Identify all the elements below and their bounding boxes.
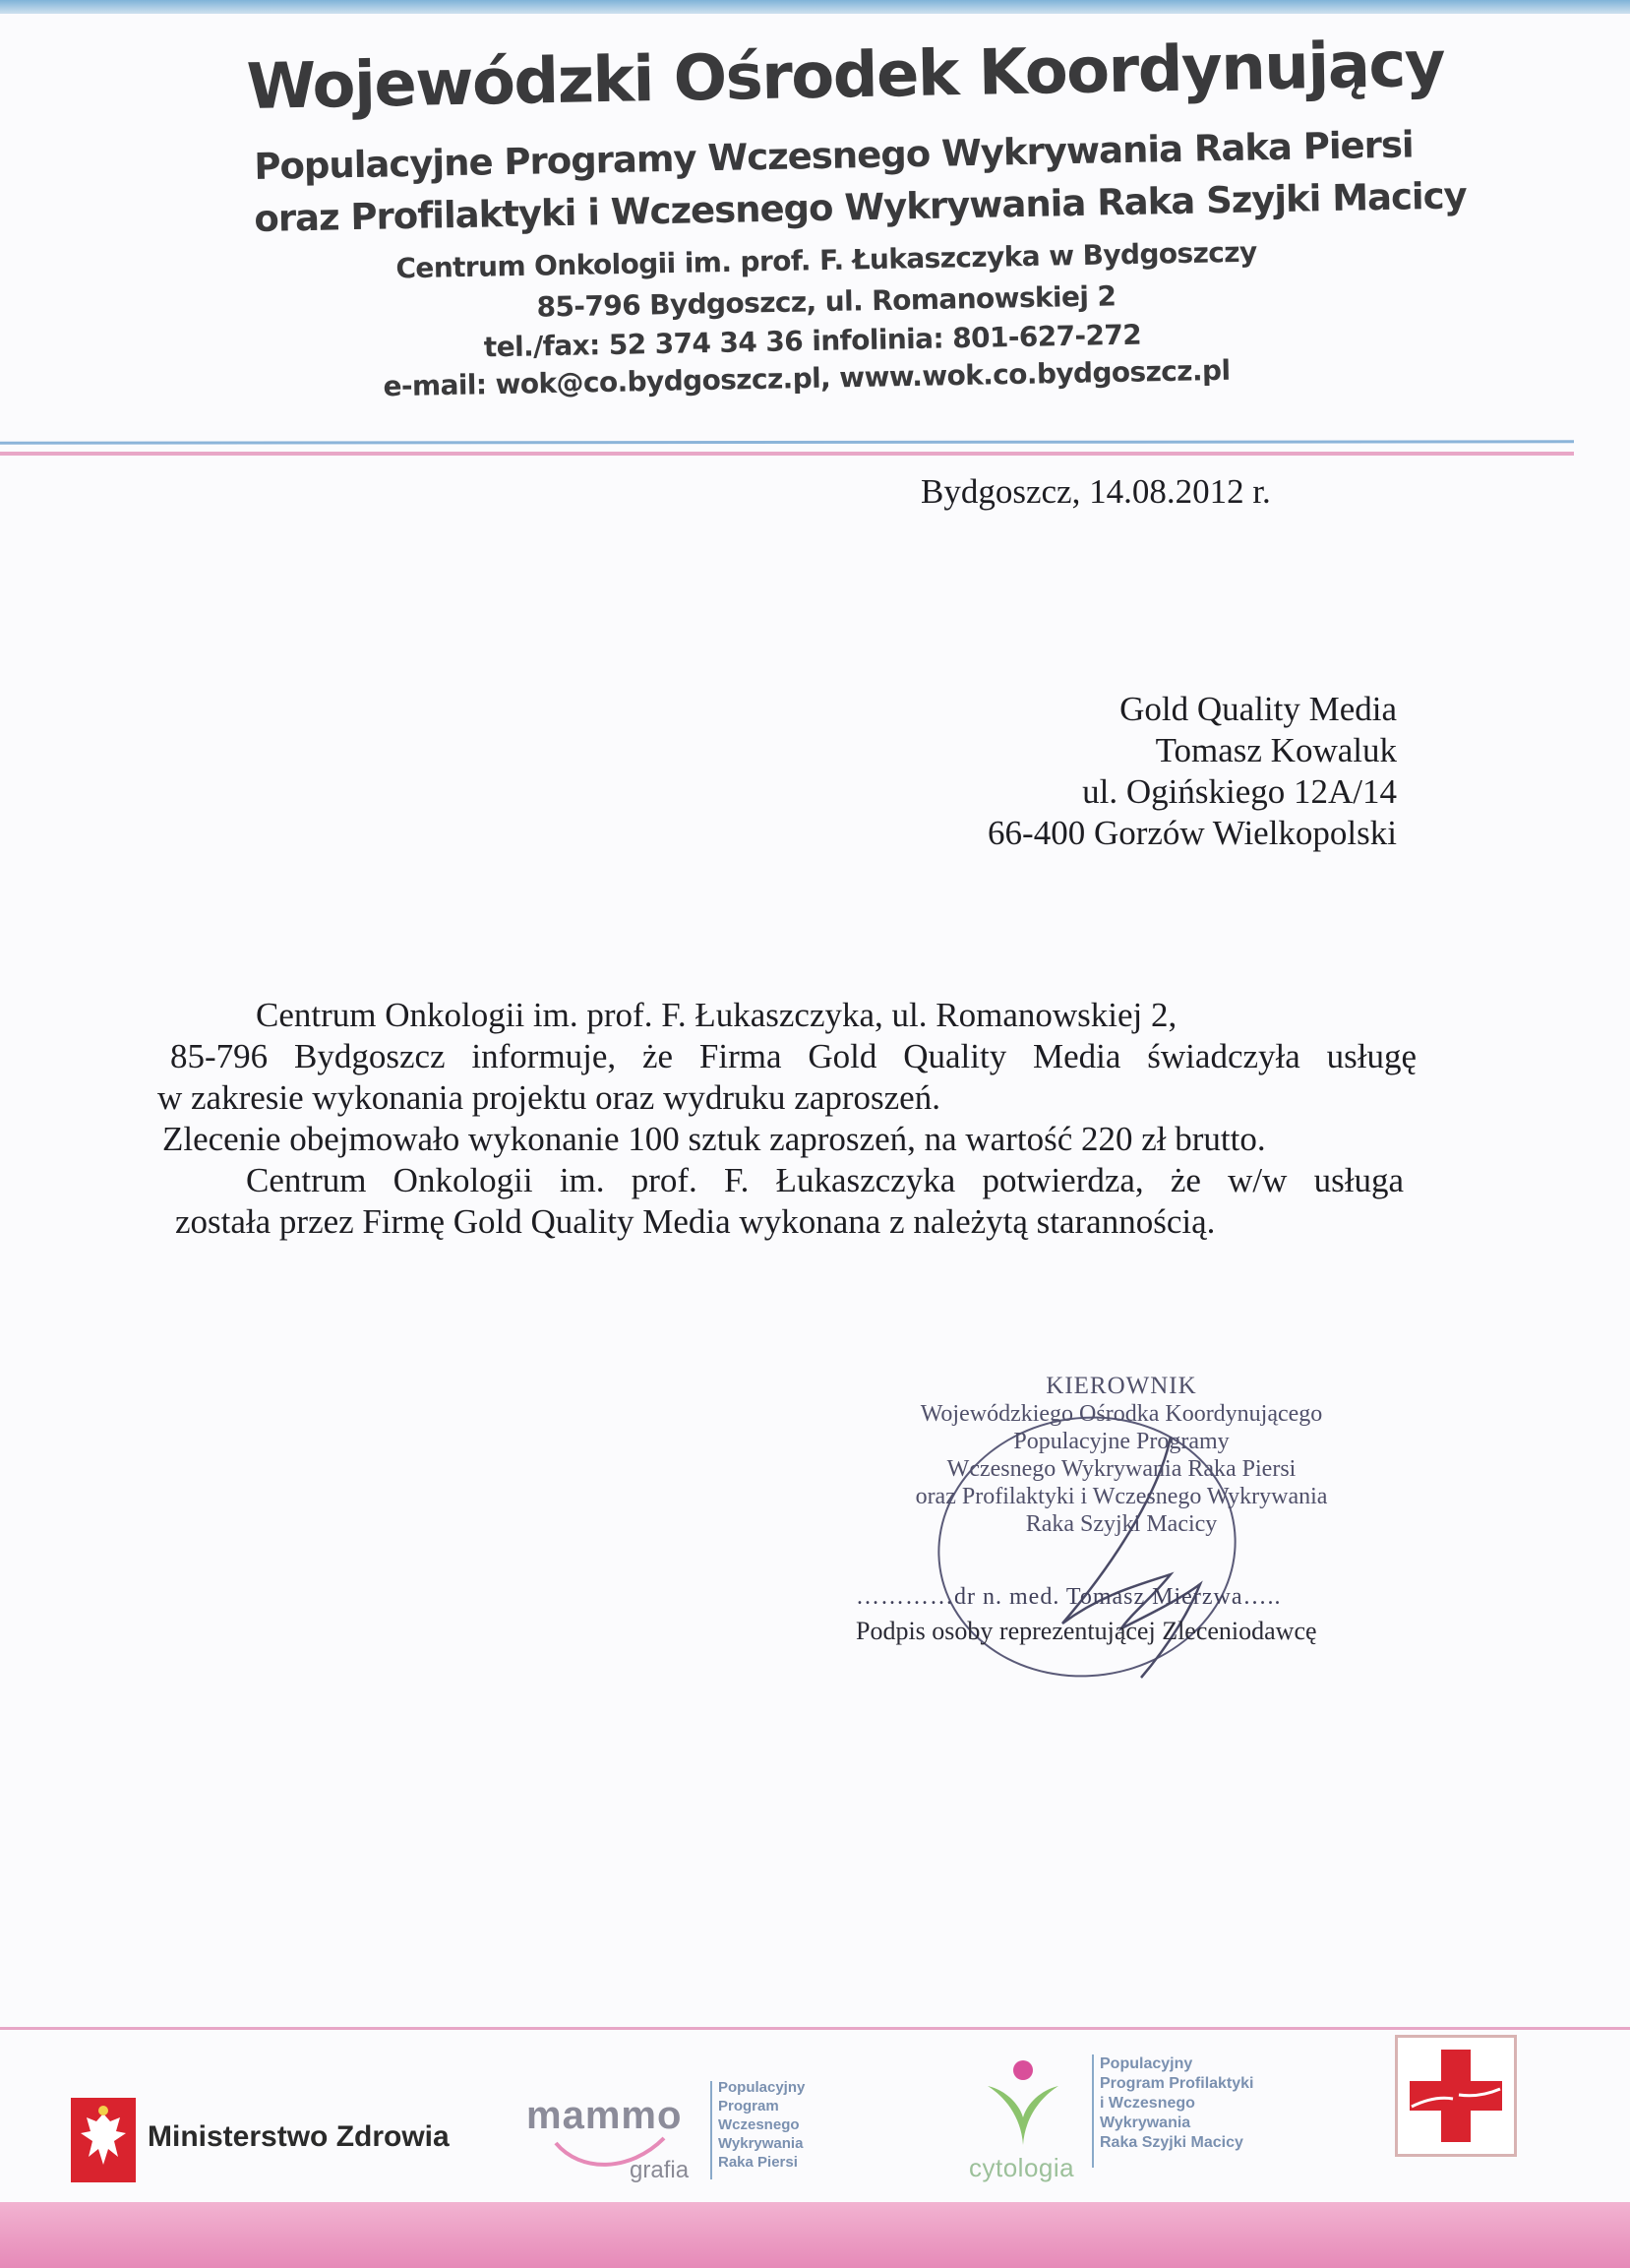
program-line: Raka Piersi	[718, 2154, 798, 2171]
body-line: Zlecenie obejmowało wykonanie 100 sztuk zaproszeń, na wartość 220 zł brutto.	[162, 1120, 1266, 1158]
cytologia-logo-word: cytologia	[969, 2153, 1075, 2182]
cytologia-divider	[1092, 2054, 1094, 2168]
recipient-line: Tomasz Kowaluk	[1155, 731, 1397, 769]
body-line: 85-796 Bydgoszcz informuje, że Firma Gold Quality Media świadczyła usługę	[170, 1037, 1417, 1075]
mammografia-divider	[710, 2081, 712, 2179]
polish-eagle-icon	[69, 2096, 138, 2184]
program-line: Program Profilaktyki	[1100, 2075, 1254, 2092]
recipient-line: 66-400 Gorzów Wielkopolski	[988, 814, 1397, 852]
letterhead-address: 85-796 Bydgoszcz, ul. Romanowskiej 2	[536, 279, 1117, 324]
body-line: w zakresie wykonania projektu oraz wydruku zaproszeń.	[157, 1078, 940, 1117]
program-line: Program	[718, 2098, 779, 2115]
letterhead-subtitle-1: Populacyjne Programy Wczesnego Wykrywania Raka Piersi	[254, 123, 1415, 188]
recipient-block	[787, 689, 1397, 854]
stamp-line: KIEROWNIK	[1046, 1373, 1197, 1399]
red-cross-icon	[1398, 2038, 1514, 2154]
ministry-label: Ministerstwo Zdrowia	[148, 2120, 450, 2153]
signature-caption: Podpis osoby reprezentującej Zleceniodawcę	[856, 1617, 1317, 1645]
red-cross-logo	[1395, 2035, 1517, 2157]
program-line: Wykrywania	[1100, 2115, 1191, 2131]
cytologia-flower-icon	[984, 2056, 1062, 2150]
program-line: Wczesnego	[718, 2116, 800, 2133]
stamp-line: Populacyjne Programy	[1013, 1429, 1230, 1454]
program-line: Wykrywania	[718, 2135, 804, 2152]
program-line: i Wczesnego	[1100, 2095, 1195, 2112]
letterhead-contact: e-mail: wok@co.bydgoszcz.pl, www.wok.co.bydgoszcz.pl	[383, 353, 1231, 403]
letterhead-institution: Centrum Onkologii im. prof. F. Łukaszczyka w Bydgoszczy	[395, 235, 1257, 285]
recipient-line: Gold Quality Media	[1119, 690, 1397, 728]
body-line: została przez Firmę Gold Quality Media wykonana z należytą starannością.	[175, 1202, 1216, 1241]
signer-name: …………dr n. med. Tomasz Mierzwa…..	[856, 1584, 1282, 1610]
stamp-line: oraz Profilaktyki i Wczesnego Wykrywania	[915, 1484, 1328, 1509]
body-line: Centrum Onkologii im. prof. F. Łukaszczyka, ul. Romanowskiej 2,	[256, 996, 1177, 1034]
letterhead-title: Wojewódzki Ośrodek Koordynujący	[246, 28, 1445, 124]
recipient-line: ul. Ogińskiego 12A/14	[1082, 772, 1397, 811]
header-divider-blue	[0, 440, 1574, 444]
stamp-line: Wojewódzkiego Ośrodka Koordynującego	[920, 1401, 1323, 1427]
letterhead-subtitle-2: oraz Profilaktyki i Wczesnego Wykrywania Raka Szyjki Macicy	[254, 174, 1468, 240]
mammografia-program-text	[718, 2078, 805, 2172]
letter-date: Bydgoszcz, 14.08.2012 r.	[921, 472, 1271, 511]
stamp-line: Raka Szyjki Macicy	[1025, 1511, 1218, 1537]
program-line: Populacyjny	[718, 2079, 806, 2096]
mammografia-logo-suffix: grafia	[630, 2157, 690, 2183]
header-divider-pink	[0, 452, 1574, 456]
program-line: Populacyjny	[1100, 2055, 1193, 2072]
program-line: Raka Szyjki Macicy	[1100, 2134, 1243, 2151]
cytologia-program-text	[1100, 2054, 1254, 2153]
letterhead-phones: tel./fax: 52 374 34 36 infolinia: 801-627-272	[483, 318, 1142, 364]
stamp-line: Wczesnego Wykrywania Raka Piersi	[946, 1456, 1297, 1482]
mammografia-logo-word: mammo	[526, 2094, 683, 2137]
letterhead	[0, 0, 1630, 462]
body-line: Centrum Onkologii im. prof. F. Łukaszczyka potwierdza, że w/w usługa	[246, 1161, 1404, 1199]
footer-divider	[0, 2027, 1630, 2030]
footer-color-band	[0, 2202, 1630, 2268]
